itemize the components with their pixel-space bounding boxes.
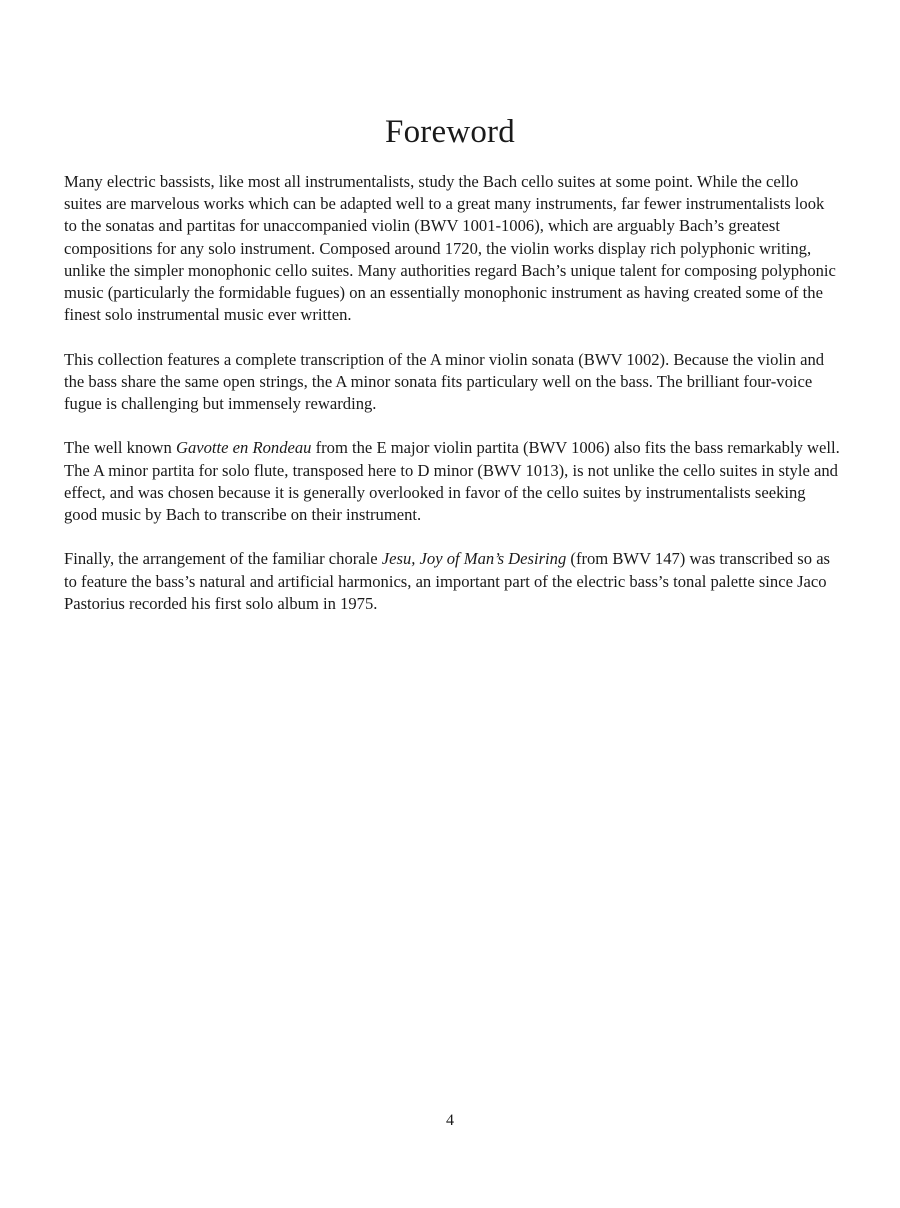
work-title: Gavotte en Rondeau (175, 438, 312, 458)
paragraph-text: Finally, the arrangement of the familiar chorale (64, 549, 382, 569)
foreword-body (64, 171, 840, 637)
page-number: 4 (446, 1112, 454, 1129)
page-title: Foreword (385, 114, 515, 150)
paragraph-intro: Many electric bassists, like most all instrumentalists, study the Bach cello suites at some point. While the cello suites are marvelous works which can be adapted well to a great many instruments, far fewer instrumentalists look to the sonatas and partitas for unaccompanied violin (BWV 1001-1006), which are arguably Bach’s greatest compositions for any solo instrument. Composed around 1720, the violin works display rich polyphonic writing, unlike the simpler monophonic cello suites. Many authorities regard Bach’s unique talent for composing polyphonic music (particularly the formidable fugues) on an essentially monophonic instrument as having created some of the finest solo instrumental music ever written. (64, 172, 836, 325)
paragraph-text: The well known (64, 438, 176, 458)
paragraph-text: from the E major violin partita (BWV 1006) also fits the bass remarkably well. The A minor partita for solo flute, transposed here to D minor (BWV 1013), is not unlike the cello suites in style and effect, and was chosen because it is generally overlooked in favor of the cello suites by instrumentalists seeking good music by Bach to transcribe on their instrument. (64, 438, 840, 525)
paragraph-chorale (64, 548, 840, 615)
paragraph-gavotte (64, 437, 840, 526)
paragraph-text: (from BWV 147) was transcribed so as to feature the bass’s natural and artificial harmonics, an important part of the electric bass’s tonal palette since Jaco Pastorius recorded his first solo album in 1975. (64, 549, 831, 613)
work-title: Jesu, Joy of Man’s Desiring (381, 549, 567, 569)
paragraph-sonata: This collection features a complete transcription of the A minor violin sonata (BWV 1002). Because the violin and the bass share the same open strings, the A minor sonata fits particulary well on the bass. The brilliant four-voice fugue is challenging but immensely rewarding. (64, 349, 825, 414)
